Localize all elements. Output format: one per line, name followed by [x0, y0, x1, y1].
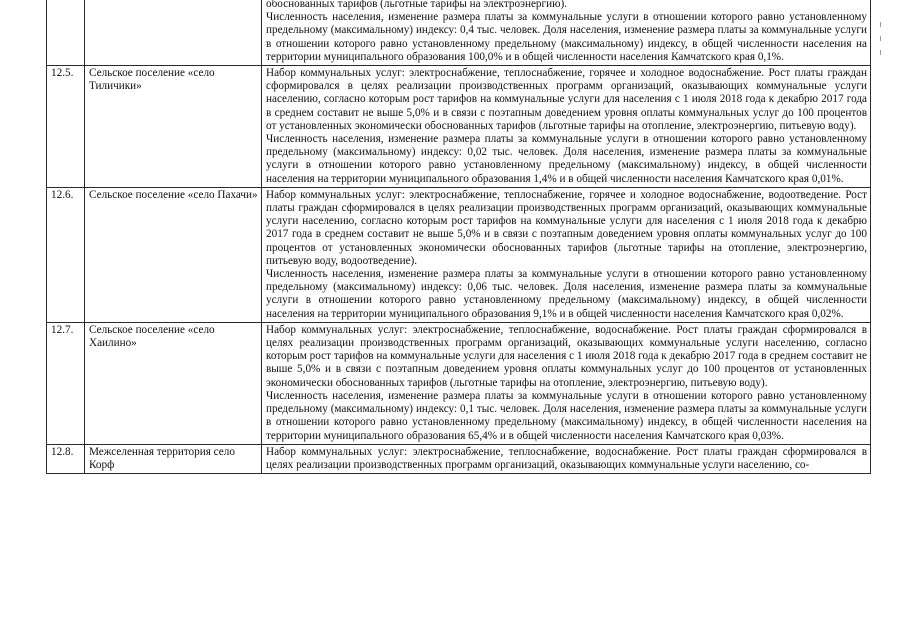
table-row	[47, 322, 871, 444]
description-paragraph: Набор коммунальных услуг: электроснабжение, теплоснабжение, водоснабжение. Рост платы граждан сформировался в целях реализации производственных программ организаций, оказывающих коммунальные услуги населению, со-	[266, 445, 867, 471]
description-paragraph: Численность населения, изменение размера платы за коммунальные услуги в отношении которого равно установленному предельному (максимальному) индексу: 0,06 тыс. человек. Доля населения, изменение размера платы за коммунальные услуги в отношении которого равно установленному предельному (максимальному) индексу, в общей численности населения на территории муниципального образования 9,1% и в общей численности населения Камчатского края 0,02%.	[266, 268, 867, 320]
row-number: 12.7.	[47, 322, 85, 444]
municipality-name: Сельское поселение «село Хаилино»	[85, 322, 262, 444]
row-description	[262, 66, 871, 188]
description-paragraph: Численность населения, изменение размера платы за коммунальные услуги в отношении которого равно установленному предельному (максимальному) индексу: 0,02 тыс. человек. Доля населения, изменение размера платы за коммунальные услуги в отношении которого равно установленному предельному (максимальному) индексу, в общей численности населения на территории муниципального образования 1,4% и в общей численности населения Камчатского края 0,01%.	[266, 133, 867, 185]
table-row	[47, 187, 871, 322]
row-number: 12.5.	[47, 66, 85, 188]
description-paragraph: Численность населения, изменение размера платы за коммунальные услуги в отношении которого равно установленному предельному (максимальному) индексу: 0,1 тыс. человек. Доля населения, изменение размера платы за коммунальные услуги в отношении которого равно установленному предельному (максимальному) индексу, в общей численности населения на территории муниципального образования 65,4% и в общей численности населения Камчатского края 0,03%.	[266, 389, 867, 442]
scan-margin-marks	[877, 22, 885, 62]
description-paragraph: обоснованных тарифов (льготные тарифы на электроэнергию).	[266, 0, 567, 10]
margin-tick	[880, 22, 881, 27]
municipality-name: Сельское поселение «село Тиличики»	[85, 66, 262, 188]
row-number: 12.8.	[47, 444, 85, 473]
tariff-table	[46, 0, 871, 474]
table-row	[47, 66, 871, 188]
description-paragraph: Численность населения, изменение размера платы за коммунальные услуги в отношении которого равно установленному предельному (максимальному) индексу: 0,4 тыс. человек. Доля населения, изменение размера платы за коммунальные услуги в отношении которого равно установленному предельному (максимальному) индексу, в общей численности населения на территории муниципального образования 100,0% и в общей численности населения Камчатского края 0,1%.	[266, 11, 867, 63]
row-description	[262, 187, 871, 322]
municipality-name	[85, 0, 262, 66]
row-number	[47, 0, 85, 66]
table-row	[47, 444, 871, 473]
margin-tick	[880, 50, 881, 55]
row-number: 12.6.	[47, 187, 85, 322]
description-paragraph: Набор коммунальных услуг: электроснабжение, теплоснабжение, горячее и холодное водоснабжение, водоотведение. Рост платы граждан сформировался в целях реализации производственных программ организаций, оказывающих коммунальные услуги населению, согласно которым рост тарифов на коммунальные услуги для населения с 1 июля 2018 года к декабрю 2017 года в среднем составит не выше 5,0% и в связи с поэтапным доведением уровня оплаты коммунальных услуг до 100 процентов от установленных экономически обоснованных тарифов (льготные тарифы на отопление, электроэнергию, питьевую воду, водоотведение).	[266, 188, 867, 267]
margin-tick	[880, 36, 881, 41]
municipality-name: Межселенная территория село Корф	[85, 444, 262, 473]
row-description	[262, 322, 871, 444]
row-description	[262, 444, 871, 473]
description-paragraph: Набор коммунальных услуг: электроснабжение, теплоснабжение, горячее и холодное водоснабжение. Рост платы граждан сформировался в целях реализации производственных программ организаций, оказывающих коммунальные услуги населению, согласно которым рост тарифов на коммунальные услуги для населения с 1 июля 2018 года к декабрю 2017 года в среднем составит не выше 5,0% и в связи с поэтапным доведением уровня оплаты коммунальных услуг до 100 процентов от установленных экономически обоснованных тарифов (льготные тарифы на отопление, электроэнергию, питьевую воду).	[266, 67, 867, 132]
municipality-name: Сельское поселение «село Пахачи»	[85, 187, 262, 322]
row-description	[262, 0, 871, 66]
table-row	[47, 0, 871, 66]
description-paragraph: Набор коммунальных услуг: электроснабжение, теплоснабжение, водоснабжение. Рост платы граждан сформировался в целях реализации производственных программ организаций, оказывающих коммунальные услуги населению, согласно которым рост тарифов на коммунальные услуги для населения с 1 июля 2018 года к декабрю 2017 года в среднем составит не выше 5,0% и в связи с поэтапным доведением уровня оплаты коммунальных услуг до 100 процентов от установленных экономически обоснованных тарифов (льготные тарифы на отопление, электроэнергию, питьевую воду).	[266, 323, 867, 389]
